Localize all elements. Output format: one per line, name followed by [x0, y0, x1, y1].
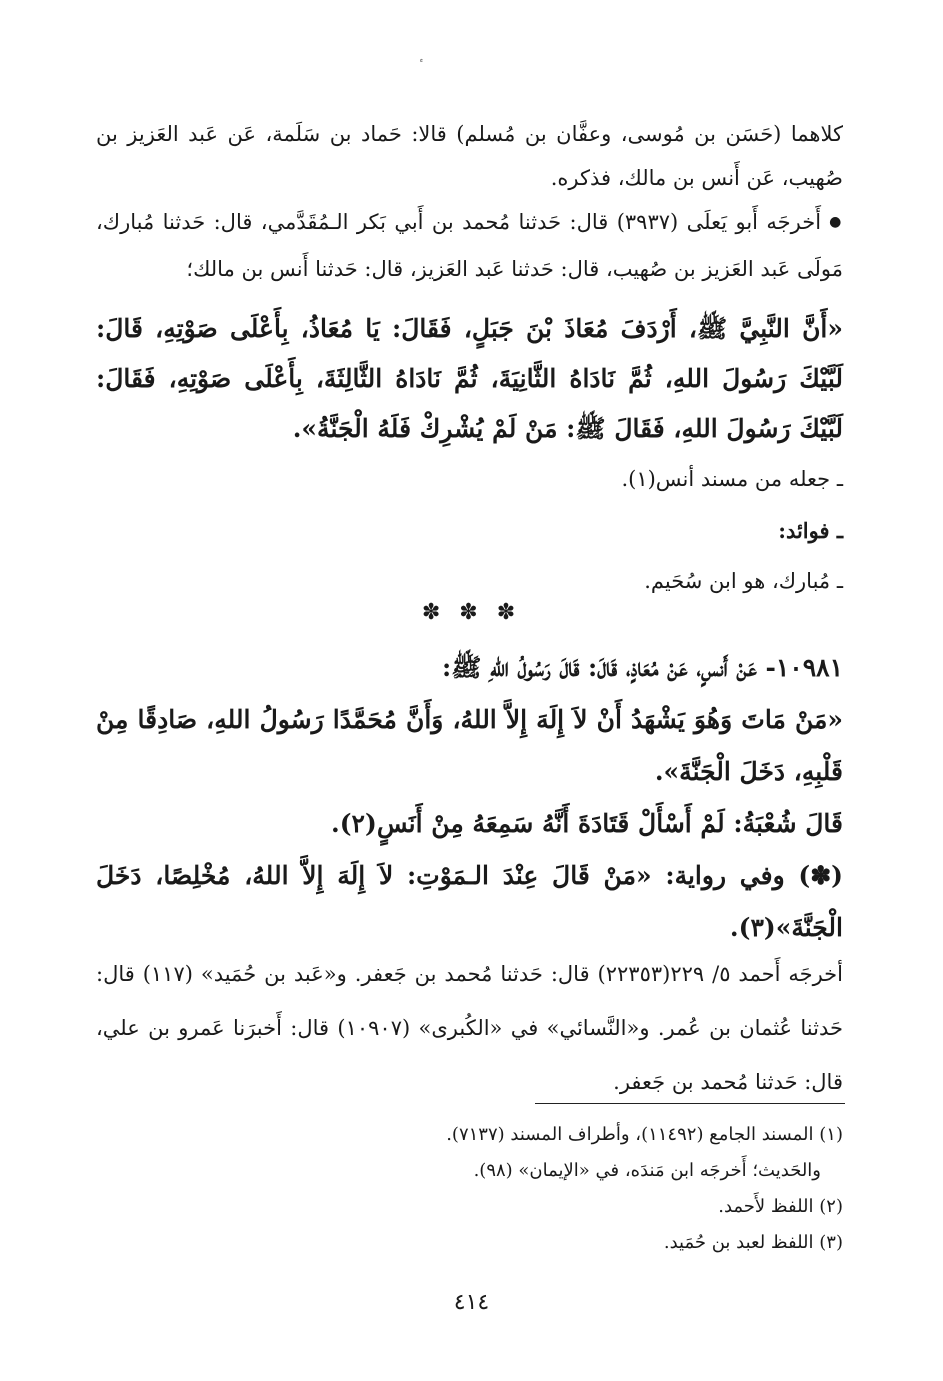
musnad-note: ـ جعله من مسند أنس(١). [621, 467, 843, 491]
hadith-matn-2: «مَنْ مَاتَ وَهُوَ يَشْهَدُ أَنْ لاَ إِلَهَ إِلاَّ اللهُ، وَأَنَّ مُحَمَّدًا رَسُولُ اللهِ، صَادِقًا مِنْ قَلْبِهِ، دَخَلَ الْجَنَّةَ». [96, 705, 843, 786]
takhrij-paragraph: ● أَخرجَه أَبو يَعلَى (٣٩٣٧) قال: حَدثنا مُحمد بن أَبي بَكر الـمُقَدَّمي، قال: حَدثنا مُبارك، مَولَى عَبد العَزيز بن صُهيب، قال: حَدثنا عَبد العَزيز، قال: حَدثنا أَنس بن مالك؛ [96, 200, 843, 291]
section-separator: ✽ ✽ ✽ [421, 600, 522, 625]
mubarak-note: ـ مُبارك، هو ابن سُحَيم. [644, 569, 843, 593]
footnote-3: (٣) اللفظ لعبد بن حُمَيد. [663, 1232, 843, 1253]
sources-section [96, 947, 843, 1109]
footnotes-section [96, 1117, 843, 1261]
hadith-section-2 [96, 642, 843, 954]
hadith-text-1 [96, 304, 843, 454]
footnote-1: (١) المسند الجامع (١١٤٩٢)، وأطراف المسند (٧١٣٧). [446, 1124, 843, 1145]
shuba-statement: قَالَ شُعْبَةُ: لَمْ أَسْأَلْ قَتَادَةَ أَنَّهُ سَمِعَهُ مِنْ أَنَسٍ(٢). [331, 809, 843, 838]
hadith-matn-1: «أَنَّ النَّبِيَّ ﷺ، أَرْدَفَ مُعَاذَ بْنَ جَبَلٍ، فَقَالَ: يَا مُعَاذُ، بِأَعْلَى صَوْتِهِ، قَالَ: لَبَّيْكَ رَسُولَ اللهِ، ثُمَّ نَادَاهُ الثَّانِيَةَ، ثُمَّ نَادَاهُ الثَّالِثَةَ، بِأَعْلَى صَوْتِهِ، فَقَالَ: لَبَّيْكَ رَسُولَ اللهِ، فَقَالَ ﷺ: مَنْ لَمْ يُشْرِكْ فَلَهُ الْجَنَّةُ». [96, 314, 843, 443]
intro-chain: كلاهما (حَسَن بن مُوسى، وعفَّان بن مُسلم) قالا: حَماد بن سَلَمة، عَن عَبد العَزيز بن صُهيب، عَن أَنس بن مالك، فذكره. [96, 122, 843, 190]
intro-section [96, 112, 843, 291]
footnote-2: (٢) اللفظ لأَحمد. [718, 1196, 843, 1217]
page-number: ٤١٤ [453, 1290, 490, 1315]
sources-paragraph: أخرجَه أَحمد ٥/ ٢٢٩(٢٢٣٥٣) قال: حَدثنا مُحمد بن جَعفر. و«عَبد بن حُمَيد» (١١٧) قال: حَدثنا عُثمان بن عُمر. و«النَّسائي» في «الكُبرى» (١٠٩٠٧) قال: أَخبرَنا عَمرو بن علي، قال: حَدثنا مُحمد بن جَعفر. [96, 962, 843, 1094]
footnote-1-continued: والحَديث؛ أَخرجَه ابن مَندَه، في «الإيمان» (٩٨). [473, 1160, 821, 1181]
fawaid-heading: ـ فوائد: [778, 518, 843, 543]
hadith-header: ١٠٩٨١- عَنْ أَنسٍ، عَنْ مُعَاذٍ، قَالَ: قَالَ رَسُولُ اللهِ ﷺ: [442, 653, 843, 682]
notes-section [96, 454, 843, 607]
alternate-riwaya: (✽) وفي رواية: «مَنْ قَالَ عِنْدَ الـمَوْتِ: لاَ إِلَهَ إِلاَّ اللهُ، مُخْلِصًا، دَخَلَ الْجَنَّةَ»(٣). [96, 861, 843, 942]
footnote-divider [535, 1103, 845, 1104]
